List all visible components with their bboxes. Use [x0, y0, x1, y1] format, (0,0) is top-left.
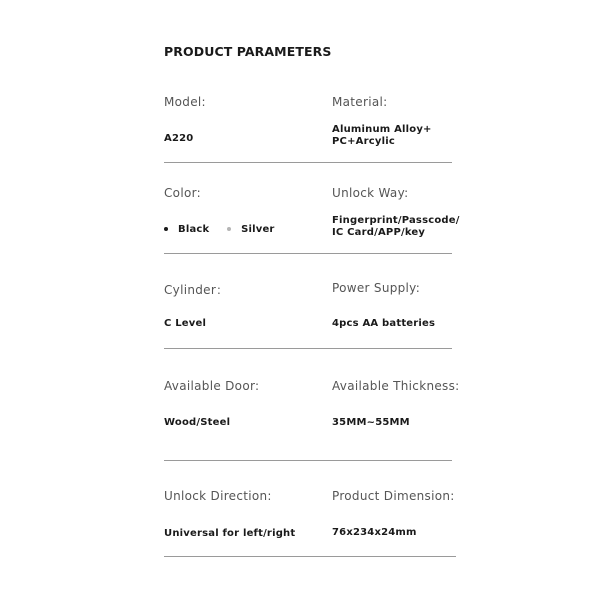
unlock-direction-label: Unlock Direction:: [164, 489, 272, 503]
row-divider: [164, 556, 456, 557]
power-supply-value: 4pcs AA batteries: [332, 318, 436, 329]
model-label: Model:: [164, 95, 206, 109]
power-supply-label: Power Supply:: [332, 281, 421, 295]
silver-swatch-dot: [227, 227, 231, 231]
available-thickness-label: Available Thickness:: [332, 379, 460, 393]
black-swatch-dot: [164, 227, 168, 231]
row-divider: [164, 162, 452, 163]
color-option-label: Silver: [241, 224, 275, 235]
row-divider: [164, 253, 452, 254]
unlock-way-label: Unlock Way:: [332, 186, 409, 200]
material-value-line-1: Aluminum Alloy+: [332, 124, 432, 135]
color-option-silver: [227, 224, 275, 236]
cylinder-label: Cylinder：: [164, 283, 229, 297]
row-divider: [164, 460, 452, 461]
material-value-line-2: PC+Arcylic: [332, 136, 395, 147]
cylinder-value: C Level: [164, 318, 207, 329]
color-option-label: Black: [178, 224, 210, 235]
unlock-way-value-line-1: Fingerprint/Passcode/: [332, 215, 460, 226]
product-dimension-label: Product Dimension:: [332, 489, 455, 503]
product-dimension-value: 76x234x24mm: [332, 527, 417, 538]
color-option-black: [164, 224, 209, 236]
available-thickness-value: 35MM~55MM: [332, 417, 410, 428]
color-options: [164, 224, 289, 236]
available-door-label: Available Door:: [164, 379, 260, 393]
row-divider: [164, 348, 452, 349]
unlock-way-value-line-2: IC Card/APP/key: [332, 227, 426, 238]
available-door-value: Wood/Steel: [164, 417, 231, 428]
page-title: PRODUCT PARAMETERS: [164, 44, 332, 59]
model-value: A220: [164, 133, 194, 144]
material-label: Material:: [332, 95, 388, 109]
color-label: Color:: [164, 186, 201, 200]
unlock-direction-value: Universal for left/right: [164, 528, 296, 539]
